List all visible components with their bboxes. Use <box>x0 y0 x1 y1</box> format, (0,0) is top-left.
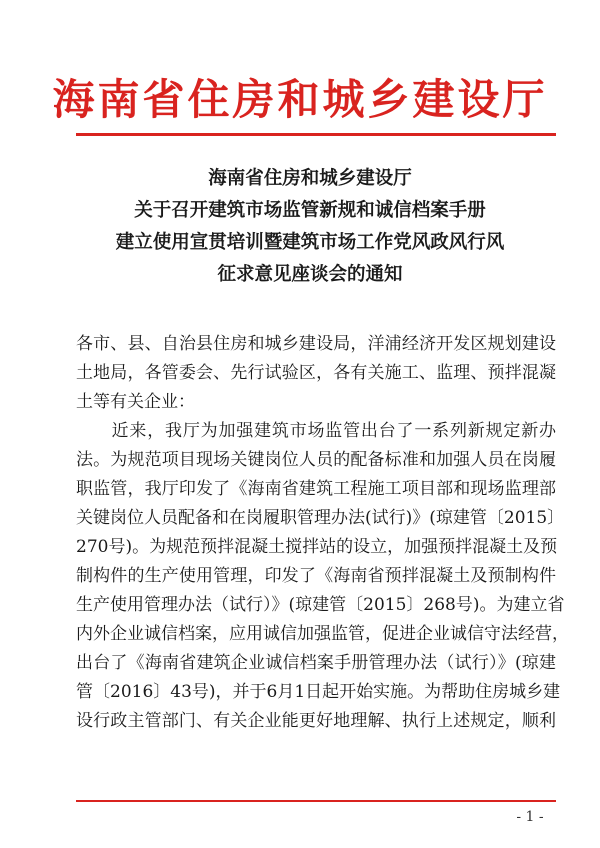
paragraph-line: 生产使用管理办法（试行）》(琼建管〔2015〕268号)。为建立省 <box>76 595 565 615</box>
paragraph-line: 制构件的生产使用管理，印发了《海南省预拌混凝土及预制构件 <box>76 566 556 586</box>
paragraph-line: 近来，我厅为加强建筑市场监管出台了一系列新规定新办 <box>76 421 556 441</box>
addressee-line: 土地局，各管委会、先行试验区，各有关施工、监理、预拌混凝 <box>76 363 556 383</box>
document-title <box>60 163 560 291</box>
title-line: 征求意见座谈会的通知 <box>217 264 403 285</box>
body-text <box>76 330 569 736</box>
title-line: 海南省住房和城乡建设厅 <box>208 168 412 189</box>
addressee-line: 各市、县、自治县住房和城乡建设局，洋浦经济开发区规划建设 <box>76 334 556 354</box>
paragraph-line: 内外企业诚信档案，应用诚信加强监管，促进企业诚信守法经营， <box>76 624 569 644</box>
paragraph-line: 管〔2016〕43号)，并于6月1日起开始实施。为帮助住房城乡建 <box>76 682 561 702</box>
title-line: 建立使用宣贯培训暨建筑市场工作党风政风行风 <box>115 232 505 253</box>
letterhead-title: 海南省住房和城乡建设厅 <box>52 75 548 124</box>
paragraph-line: 法。为规范项目现场关键岗位人员的配备标准和加强人员在岗履 <box>76 450 556 470</box>
paragraph-line: 设行政主管部门、有关企业能更好地理解、执行上述规定，顺利 <box>76 711 556 731</box>
footer-red-rule <box>76 800 556 802</box>
addressee-line: 土等有关企业： <box>76 392 195 412</box>
title-line: 关于召开建筑市场监管新规和诚信档案手册 <box>134 200 486 221</box>
letterhead-red-rule <box>76 133 556 136</box>
page-number: - 1 - <box>516 809 544 825</box>
paragraph-line: 270号)。为规范预拌混凝土搅拌站的设立，加强预拌混凝土及预 <box>76 537 558 557</box>
paragraph-line: 出台了《海南省建筑企业诚信档案手册管理办法（试行）》(琼建 <box>76 653 556 673</box>
paragraph-line: 职监管，我厅印发了《海南省建筑工程施工项目部和现场监理部 <box>76 479 556 499</box>
paragraph-line: 关键岗位人员配备和在岗履职管理办法(试行)》(琼建管〔2015〕 <box>76 508 565 528</box>
